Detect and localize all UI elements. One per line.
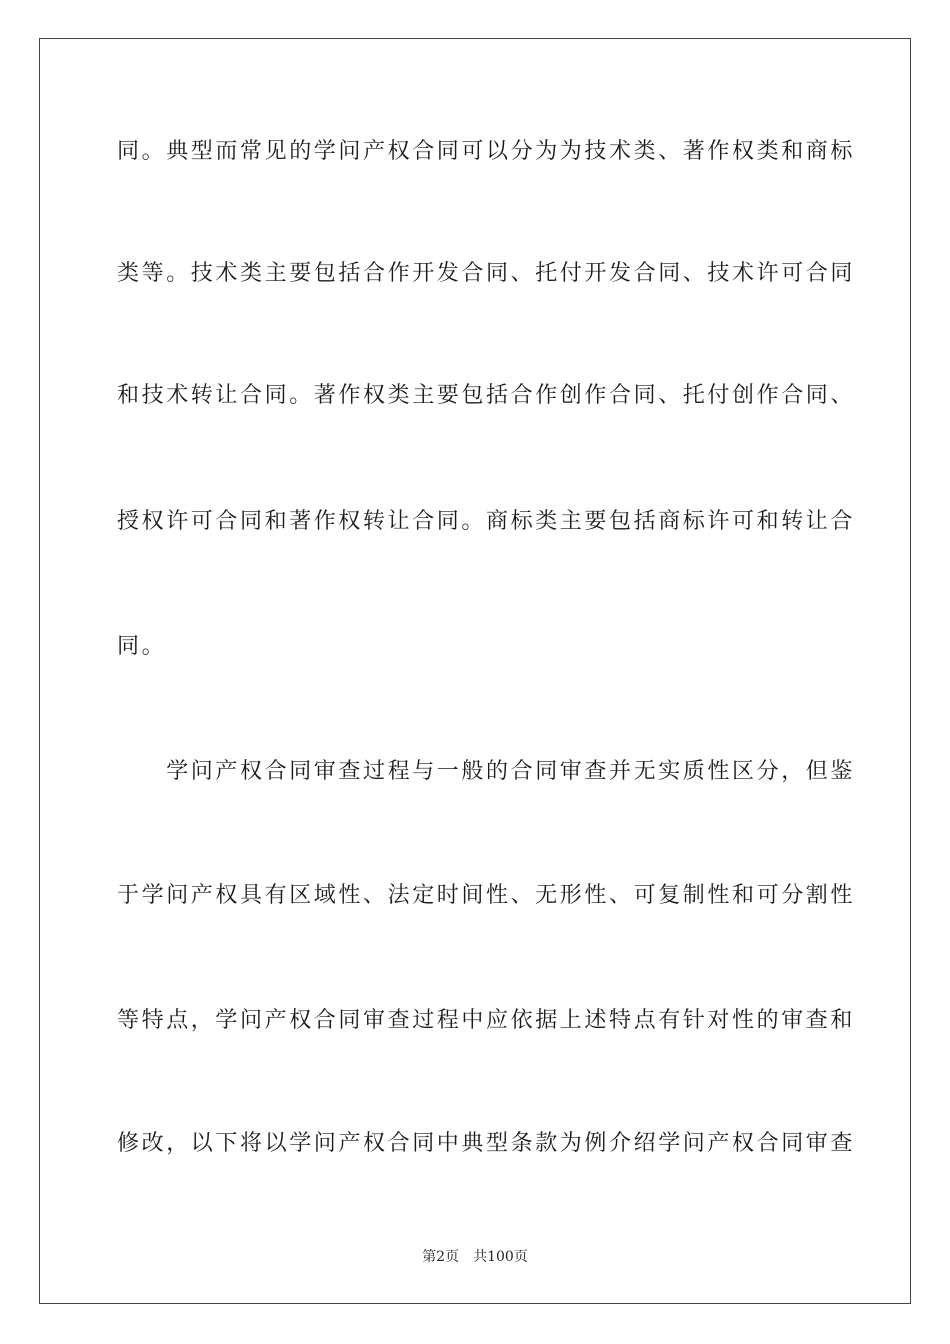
body-line-5: 同。 — [117, 634, 167, 659]
page-number: 第2页 — [422, 1249, 460, 1265]
page-total: 共100页 — [473, 1249, 528, 1265]
body-line-1: 同。典型而常见的学问产权合同可以分为为技术类、著作权类和商标 — [117, 139, 856, 164]
body-line-3: 和技术转让合同。著作权类主要包括合作创作合同、托付创作合同、 — [117, 383, 856, 408]
page-footer — [0, 1247, 950, 1267]
page-border — [39, 38, 911, 1304]
body-line-2: 类等。技术类主要包括合作开发合同、托付开发合同、技术许可合同 — [117, 261, 856, 286]
body-line-8: 等特点，学问产权合同审查过程中应依据上述特点有针对性的审查和 — [117, 1008, 856, 1033]
body-line-4: 授权许可合同和著作权转让合同。商标类主要包括商标许可和转让合 — [117, 509, 856, 534]
body-line-9: 修改，以下将以学问产权合同中典型条款为例介绍学问产权合同审查 — [117, 1131, 856, 1156]
body-line-6: 学问产权合同审查过程与一般的合同审查并无实质性区分，但鉴 — [117, 759, 856, 784]
body-line-7: 于学问产权具有区域性、法定时间性、无形性、可复制性和可分割性 — [117, 883, 856, 908]
